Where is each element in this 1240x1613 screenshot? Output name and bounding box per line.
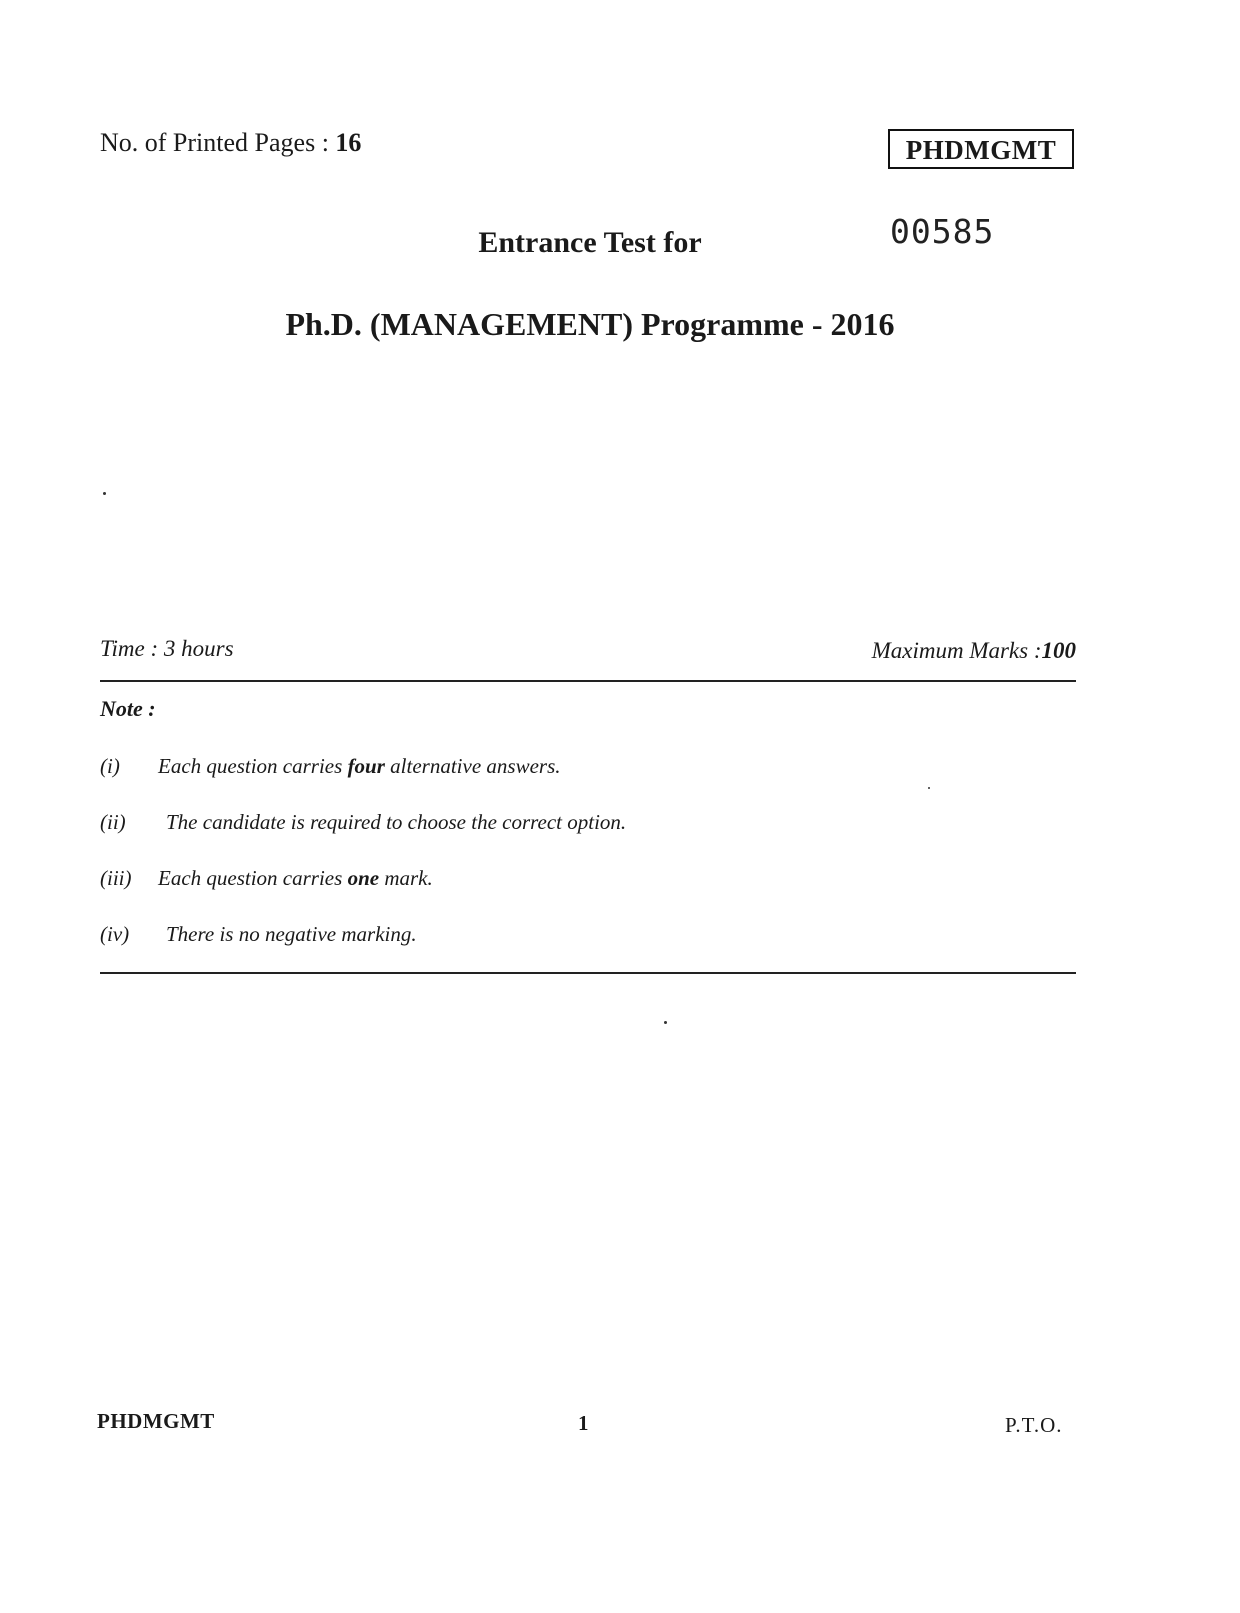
- page-number: 1: [578, 1411, 589, 1435]
- printed-pages-value: 16: [335, 128, 362, 157]
- divider-top: [100, 680, 1076, 682]
- note-item-marker: (i): [100, 754, 120, 778]
- scan-speck: [928, 787, 930, 789]
- max-marks-label: Maximum Marks :: [871, 638, 1042, 663]
- time-allowed: [100, 636, 234, 662]
- maximum-marks: [872, 638, 1076, 664]
- paper-code-box: PHDMGMT: [888, 129, 1074, 169]
- note-item-marker: (iv): [100, 922, 130, 946]
- title-line-2: Ph.D. (MANAGEMENT) Programme - 2016: [285, 306, 895, 342]
- note-item-marker: (iii): [100, 866, 132, 890]
- note-item-text-end: alternative answers.: [384, 754, 561, 778]
- note-item-emphasis: one: [347, 866, 380, 890]
- time-value: 3 hours: [163, 636, 234, 661]
- title-line-1: Entrance Test for: [478, 226, 702, 259]
- time-label: Time :: [100, 636, 159, 661]
- note-item-text: The candidate is required to choose the correct option.: [166, 810, 627, 834]
- pto-label: P.T.O.: [1005, 1413, 1063, 1437]
- max-marks-value: 100: [1041, 638, 1076, 663]
- divider-bottom: [100, 972, 1076, 974]
- note-label: Note :: [100, 696, 156, 721]
- printed-pages-label: No. of Printed Pages :: [100, 128, 329, 157]
- printed-pages-count: [100, 128, 361, 158]
- note-item: [100, 866, 433, 891]
- scan-speck: [103, 492, 106, 495]
- note-item: [100, 754, 561, 779]
- footer-paper-code: PHDMGMT: [97, 1409, 215, 1433]
- note-item-marker: (ii): [100, 810, 126, 834]
- note-item-text: Each question carries: [158, 754, 348, 778]
- note-item-emphasis: four: [347, 754, 385, 778]
- serial-number: 00585: [890, 212, 995, 251]
- note-item-text-end: mark.: [379, 866, 433, 890]
- note-item-text: Each question carries: [158, 866, 348, 890]
- scan-speck: [664, 1021, 667, 1024]
- note-item: [100, 922, 417, 947]
- note-item-text: There is no negative marking.: [166, 922, 417, 946]
- note-item: [100, 810, 626, 835]
